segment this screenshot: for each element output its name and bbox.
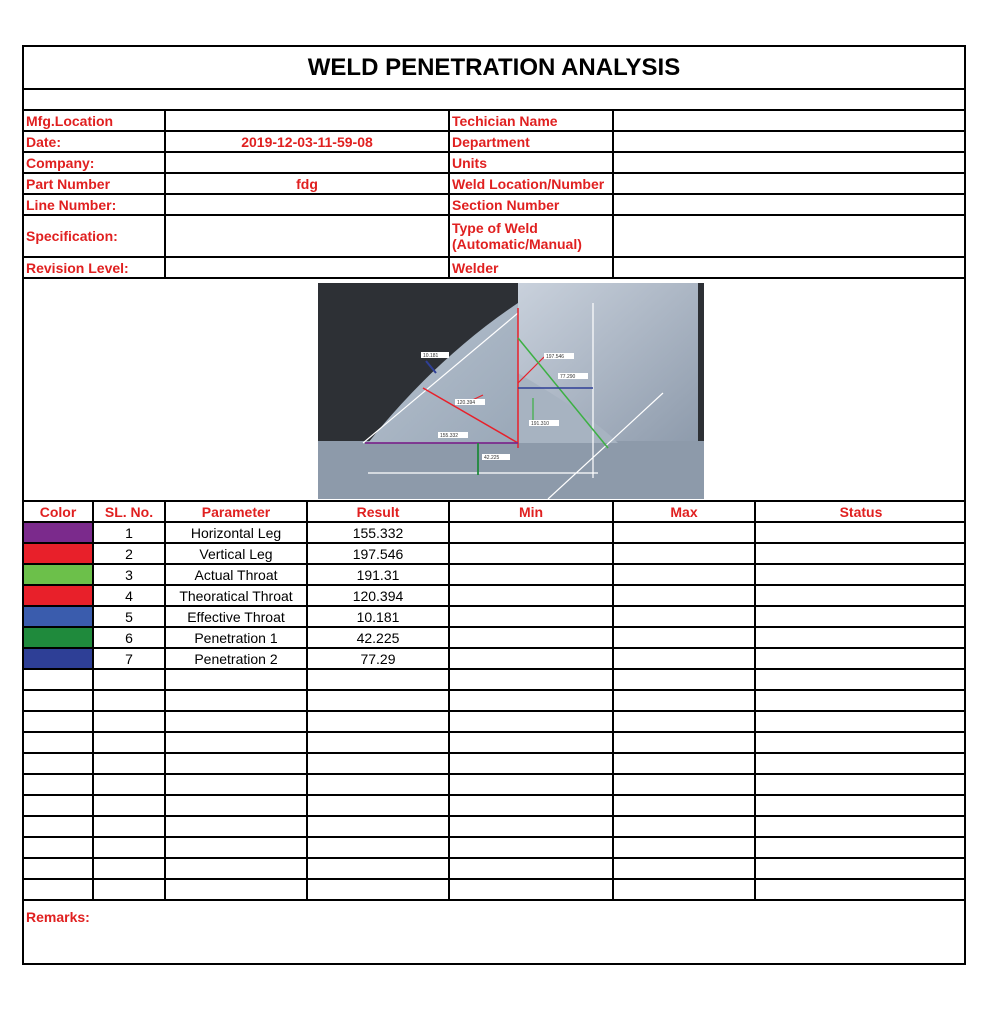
cell-sl-no (94, 775, 166, 794)
report-sheet (22, 45, 966, 965)
column-header-max: Max (614, 502, 756, 521)
info-label-right (450, 216, 614, 256)
cell-color (24, 796, 94, 815)
cell-parameter (166, 670, 308, 689)
cell-parameter (166, 754, 308, 773)
cell-sl-no (94, 712, 166, 731)
column-header-sl-no: SL. No. (94, 502, 166, 521)
table-row (24, 565, 964, 586)
cell-status (756, 565, 966, 584)
image-label-42-225: 42.225 (484, 455, 500, 461)
cell-status (756, 607, 966, 626)
cell-status (756, 733, 966, 752)
cell-color (24, 838, 94, 857)
info-label-left: Revision Level: (24, 258, 166, 277)
image-label-197-546: 197.546 (546, 354, 565, 360)
info-value-left[interactable] (166, 258, 450, 277)
info-value-right[interactable] (614, 132, 964, 151)
info-row (24, 195, 964, 216)
cell-min (450, 712, 614, 731)
cell-parameter: Horizontal Leg (166, 523, 308, 542)
cell-status (756, 691, 966, 710)
info-label-left: Company: (24, 153, 166, 172)
cell-max (614, 796, 756, 815)
info-label-right: Welder (450, 258, 614, 277)
info-value-left[interactable]: fdg (166, 174, 450, 193)
cell-max (614, 754, 756, 773)
cell-status (756, 670, 966, 689)
cell-max (614, 880, 756, 899)
page-title: WELD PENETRATION ANALYSIS (307, 53, 681, 81)
empty-table-row (24, 880, 964, 901)
cell-result: 42.225 (308, 628, 450, 647)
column-header-status: Status (839, 503, 883, 520)
info-label-left: Mfg.Location (24, 111, 166, 130)
cell-status (756, 796, 966, 815)
cell-status (756, 649, 966, 668)
image-label-77-290: 77.290 (560, 374, 576, 380)
table-row (24, 649, 964, 670)
cell-sl-no (94, 796, 166, 815)
cell-sl-no: 7 (94, 649, 166, 668)
cell-color (24, 670, 94, 689)
cell-color (24, 628, 94, 647)
cell-parameter: Vertical Leg (166, 544, 308, 563)
cell-max (614, 565, 756, 584)
cell-status (756, 754, 966, 773)
cell-max (614, 670, 756, 689)
cell-color (24, 712, 94, 731)
cell-max (614, 586, 756, 605)
color-swatch (24, 544, 94, 563)
cell-parameter (166, 838, 308, 857)
cell-result: 120.394 (308, 586, 450, 605)
cell-max (614, 691, 756, 710)
cell-sl-no (94, 733, 166, 752)
image-label-10-181: 10.181 (423, 353, 439, 359)
info-value-right[interactable] (614, 153, 964, 172)
info-label-right-line2: (Automatic/Manual) (452, 236, 582, 252)
empty-table-row (24, 733, 964, 754)
cell-sl-no: 2 (94, 544, 166, 563)
cell-color (24, 859, 94, 878)
cell-result: 77.29 (308, 649, 450, 668)
cell-sl-no (94, 880, 166, 899)
info-value-right[interactable] (614, 258, 964, 277)
column-header-parameter: Parameter (166, 502, 308, 521)
cell-result (308, 712, 450, 731)
cell-parameter: Penetration 2 (166, 649, 308, 668)
cell-parameter: Penetration 1 (166, 628, 308, 647)
color-swatch (24, 523, 94, 542)
cell-sl-no (94, 691, 166, 710)
cell-status (756, 775, 966, 794)
cell-color (24, 649, 94, 668)
cell-min (450, 754, 614, 773)
cell-min (450, 586, 614, 605)
cell-parameter (166, 880, 308, 899)
cell-color (24, 775, 94, 794)
remarks-section (24, 905, 964, 963)
cell-sl-no (94, 670, 166, 689)
empty-table-row (24, 754, 964, 775)
info-label-left: Specification: (24, 216, 166, 256)
cell-parameter (166, 733, 308, 752)
cell-color (24, 523, 94, 542)
empty-table-row (24, 817, 964, 838)
cell-status (756, 880, 966, 899)
cell-parameter (166, 712, 308, 731)
spacer-row (24, 90, 964, 111)
cell-max (614, 607, 756, 626)
cell-sl-no (94, 859, 166, 878)
cell-color (24, 880, 94, 899)
cell-color (24, 817, 94, 836)
cell-min (450, 691, 614, 710)
info-label-right: Techician Name (450, 111, 614, 130)
info-row (24, 111, 964, 132)
cell-color (24, 544, 94, 563)
cell-min (450, 565, 614, 584)
info-row (24, 216, 964, 258)
cell-max (614, 838, 756, 857)
cell-status (756, 838, 966, 857)
column-header-result: Result (308, 502, 450, 521)
cell-status (756, 628, 966, 647)
cell-min (450, 649, 614, 668)
cell-max (614, 859, 756, 878)
info-row (24, 132, 964, 153)
info-value-right[interactable] (614, 174, 964, 193)
column-header-min: Min (450, 502, 614, 521)
weld-cross-section-image (318, 283, 704, 499)
cell-sl-no (94, 754, 166, 773)
table-row (24, 607, 964, 628)
cell-sl-no: 3 (94, 565, 166, 584)
cell-color (24, 733, 94, 752)
cell-result: 191.31 (308, 565, 450, 584)
cell-result (308, 775, 450, 794)
info-label-left: Line Number: (24, 195, 166, 214)
image-label-191-310: 191.310 (531, 421, 550, 427)
info-label-right: Section Number (450, 195, 614, 214)
cell-result (308, 796, 450, 815)
cell-result: 197.546 (308, 544, 450, 563)
cell-min (450, 817, 614, 836)
info-label-right: Units (450, 153, 614, 172)
info-value-right[interactable] (614, 111, 964, 130)
cell-parameter (166, 796, 308, 815)
cell-max (614, 628, 756, 647)
cell-result (308, 733, 450, 752)
cell-min (450, 880, 614, 899)
info-row (24, 174, 964, 195)
cell-result (308, 691, 450, 710)
cell-min (450, 607, 614, 626)
info-row (24, 258, 964, 279)
info-value-left[interactable] (166, 195, 450, 214)
table-row (24, 544, 964, 565)
info-label-right: Department (450, 132, 614, 151)
empty-table-row (24, 670, 964, 691)
empty-table-row (24, 859, 964, 880)
cell-result: 10.181 (308, 607, 450, 626)
cell-color (24, 586, 94, 605)
remarks-label: Remarks: (26, 909, 90, 925)
cell-max (614, 544, 756, 563)
cell-result (308, 859, 450, 878)
cell-max (614, 523, 756, 542)
info-label-left: Part Number (24, 174, 166, 193)
cell-max (614, 733, 756, 752)
cell-status (756, 586, 966, 605)
cell-result: 155.332 (308, 523, 450, 542)
info-value-right[interactable] (614, 216, 964, 256)
cell-result (308, 754, 450, 773)
cell-min (450, 670, 614, 689)
info-row (24, 153, 964, 174)
cell-status (756, 523, 966, 542)
cell-parameter (166, 859, 308, 878)
cell-parameter (166, 691, 308, 710)
table-row (24, 628, 964, 649)
cell-min (450, 523, 614, 542)
image-label-155-332: 155.332 (440, 433, 459, 439)
table-row (24, 586, 964, 607)
cell-min (450, 796, 614, 815)
info-value-left[interactable] (166, 153, 450, 172)
cell-max (614, 712, 756, 731)
cell-parameter: Actual Throat (166, 565, 308, 584)
title-row (24, 47, 964, 90)
table-header-row (24, 502, 964, 523)
cell-sl-no (94, 817, 166, 836)
image-row (24, 279, 964, 502)
cell-status (756, 544, 966, 563)
cell-sl-no: 5 (94, 607, 166, 626)
empty-table-row (24, 691, 964, 712)
cell-color (24, 607, 94, 626)
cell-sl-no: 4 (94, 586, 166, 605)
cell-result (308, 817, 450, 836)
cell-min (450, 859, 614, 878)
cell-parameter (166, 817, 308, 836)
cell-max (614, 649, 756, 668)
cell-max (614, 817, 756, 836)
info-value-left[interactable]: 2019-12-03-11-59-08 (166, 132, 450, 151)
cell-min (450, 838, 614, 857)
info-value-left[interactable] (166, 216, 450, 256)
image-label-120-394: 120.394 (457, 400, 476, 406)
column-header-color: Color (24, 502, 94, 521)
cell-sl-no: 1 (94, 523, 166, 542)
cell-min (450, 775, 614, 794)
color-swatch (24, 586, 94, 605)
table-row (24, 523, 964, 544)
cell-sl-no: 6 (94, 628, 166, 647)
cell-color (24, 691, 94, 710)
info-label-right: Weld Location/Number (450, 174, 614, 193)
cell-status (756, 859, 966, 878)
color-swatch (24, 565, 94, 584)
cell-sl-no (94, 838, 166, 857)
color-swatch (24, 649, 94, 668)
cell-min (450, 628, 614, 647)
empty-table-row (24, 796, 964, 817)
cell-result (308, 670, 450, 689)
cell-result (308, 880, 450, 899)
empty-table-row (24, 775, 964, 796)
empty-table-row (24, 712, 964, 733)
color-swatch (24, 607, 94, 626)
cell-parameter (166, 775, 308, 794)
empty-table-row (24, 838, 964, 859)
cell-min (450, 544, 614, 563)
cell-min (450, 733, 614, 752)
cell-max (614, 775, 756, 794)
cell-color (24, 565, 94, 584)
info-value-right[interactable] (614, 195, 964, 214)
cell-status (756, 817, 966, 836)
color-swatch (24, 628, 94, 647)
cell-result (308, 838, 450, 857)
cell-status (756, 712, 966, 731)
info-label-right-line1: Type of Weld (452, 220, 538, 236)
cell-parameter: Theoratical Throat (166, 586, 308, 605)
info-label-left: Date: (24, 132, 166, 151)
cell-parameter: Effective Throat (166, 607, 308, 626)
cell-color (24, 754, 94, 773)
info-value-left[interactable] (166, 111, 450, 130)
